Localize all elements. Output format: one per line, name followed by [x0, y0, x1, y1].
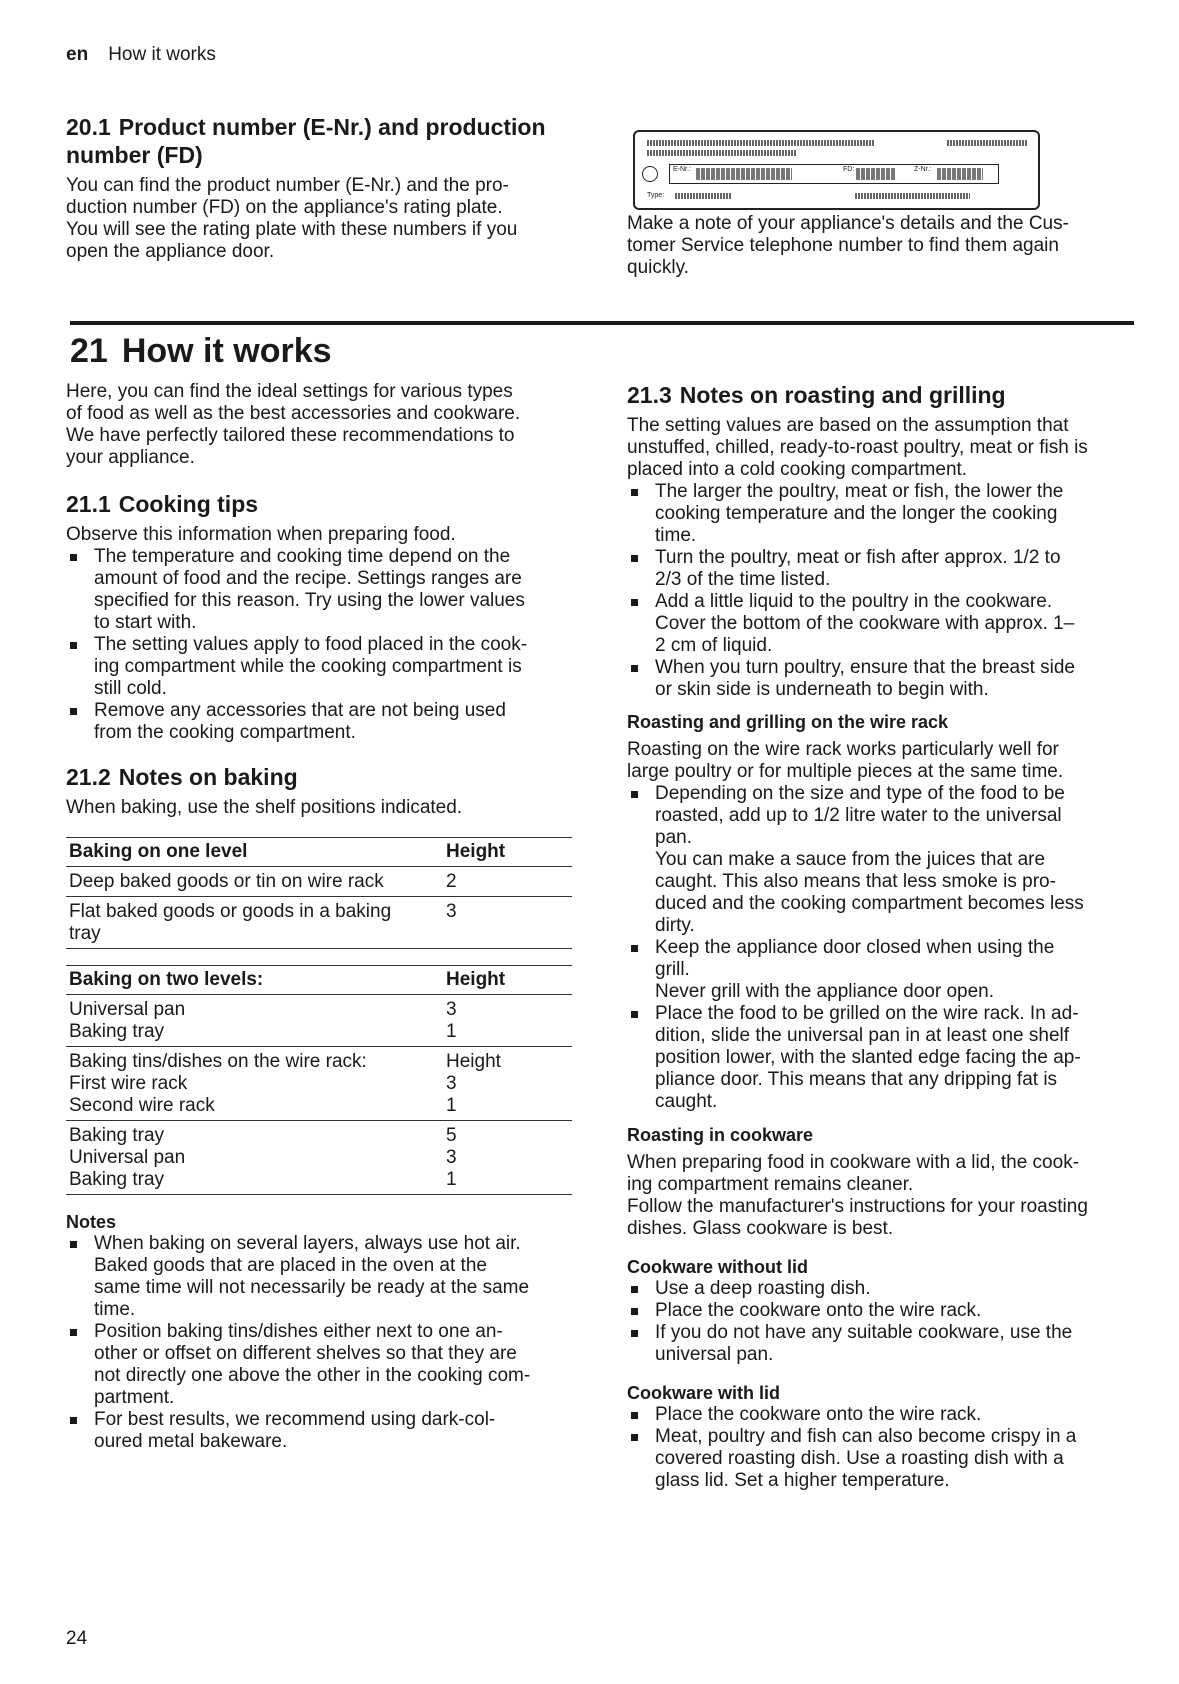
- plate-enr-label: E-Nr.:: [673, 166, 691, 173]
- table-row: [66, 1047, 572, 1121]
- table-cell: Deep baked goods or tin on wire rack: [66, 867, 443, 897]
- table-cell: Flat baked goods or goods in a baking tray: [66, 897, 443, 949]
- without-lid-list: [627, 1278, 1137, 1366]
- plate-type-label: Type:: [647, 192, 665, 199]
- section-name: How it works: [108, 44, 216, 65]
- section-21-3-intro: The setting values are based on the assumption that unstuffed, chilled, ready-to-roast poultry, meat or fish is placed into a cold cooking compartment.: [627, 415, 1088, 480]
- section-20-1-title: 20.1 Product number (E-Nr.) and production number (FD): [66, 114, 546, 168]
- list-item: Add a little liquid to the poultry in the cookware. Cover the bottom of the cookware with approx. 1– 2 cm of liquid.: [627, 591, 1137, 657]
- column-header: Height: [443, 966, 572, 995]
- with-lid-list: [627, 1404, 1137, 1492]
- list-item: Depending on the size and type of the food to be roasted, add up to 1/2 litre water to the universal pan. You can make a sauce from the juices that are caught. This also means that less smoke is pro- duced and the cooking compartment becomes less dirty.: [627, 783, 1137, 937]
- chapter-intro: Here, you can find the ideal settings for various types of food as well as the best accessories and cookware. We have perfectly tailored these recommendations to your appliance.: [66, 381, 521, 468]
- plate-znr-label: Z-Nr.:: [914, 166, 932, 173]
- chapter-divider: [70, 321, 1134, 325]
- section-21-3-title: 21.3 Notes on roasting and grilling: [627, 382, 1006, 408]
- cookware-label: Roasting in cookware: [627, 1125, 814, 1145]
- table-cell: 3: [443, 897, 572, 949]
- section-21-2-title: 21.2 Notes on baking: [66, 764, 298, 790]
- list-item: Place the cookware onto the wire rack.: [627, 1300, 1137, 1322]
- baking-notes-list: [66, 1233, 572, 1453]
- rating-plate-note: Make a note of your appliance's details and the Cus- tomer Service telephone number to find them again quickly.: [627, 213, 1069, 278]
- baking-two-levels-table: [66, 965, 572, 1195]
- table-cell: Height 3 1: [443, 1047, 572, 1121]
- section-20-1-text: You can find the product number (E-Nr.) and the pro- duction number (FD) on the appliance's rating plate. You will see the rating plate with these numbers if you open the appliance door.: [66, 175, 518, 262]
- column-header: Baking on two levels:: [66, 966, 443, 995]
- section-21-1-title: 21.1 Cooking tips: [66, 491, 259, 517]
- page-header: [66, 44, 216, 66]
- roasting-notes-list: [627, 481, 1137, 701]
- column-header: Height: [443, 838, 572, 867]
- section-21-2-intro: When baking, use the shelf positions indicated.: [66, 797, 463, 818]
- list-item: Turn the poultry, meat or fish after approx. 1/2 to 2/3 of the time listed.: [627, 547, 1137, 591]
- list-item: Position baking tins/dishes either next to one an- other or offset on different shelves so that they are not directly one above the other in the cooking com- partment.: [66, 1321, 572, 1409]
- list-item: If you do not have any suitable cookware, use the universal pan.: [627, 1322, 1137, 1366]
- list-item: When you turn poultry, ensure that the breast side or skin side is underneath to begin with.: [627, 657, 1137, 701]
- list-item: Place the cookware onto the wire rack.: [627, 1404, 1137, 1426]
- chapter-title: 21 How it works: [70, 332, 332, 370]
- section-20-1: [66, 113, 586, 263]
- table-row: [66, 995, 572, 1047]
- table-row: [66, 867, 572, 897]
- notes-label: Notes: [66, 1212, 117, 1232]
- table-cell: 5 3 1: [443, 1121, 572, 1195]
- left-column: [66, 381, 572, 1453]
- certification-logo-icon: [642, 166, 658, 182]
- list-item: Place the food to be grilled on the wire rack. In ad- dition, slide the universal pan in at least one shelf position lower, with the slanted edge facing the ap- pliance door. This means that any dripping fat is caught.: [627, 1003, 1137, 1113]
- table-row: [66, 897, 572, 949]
- table-header-row: [66, 838, 572, 867]
- cooking-tips-list: [66, 546, 572, 744]
- list-item: Keep the appliance door closed when using the grill. Never grill with the appliance door open.: [627, 937, 1137, 1003]
- table-cell: Universal pan Baking tray: [66, 995, 443, 1047]
- language-code: en: [66, 44, 89, 65]
- list-item: The temperature and cooking time depend on the amount of food and the recipe. Settings ranges are specified for this reason. Try using the lower values to start with.: [66, 546, 572, 634]
- right-column: [627, 381, 1137, 1492]
- list-item: Meat, poultry and fish can also become crispy in a covered roasting dish. Use a roasting dish with a glass lid. Set a higher temperature.: [627, 1426, 1137, 1492]
- list-item: When baking on several layers, always use hot air. Baked goods that are placed in the oven at the same time will not necessarily be ready at the same time.: [66, 1233, 572, 1321]
- without-lid-label: Cookware without lid: [627, 1257, 809, 1277]
- section-21-1-intro: Observe this information when preparing food.: [66, 524, 456, 545]
- list-item: Use a deep roasting dish.: [627, 1278, 1137, 1300]
- list-item: The setting values apply to food placed in the cook- ing compartment while the cooking compartment is still cold.: [66, 634, 572, 700]
- cookware-text: When preparing food in cookware with a lid, the cook- ing compartment remains cleaner. Follow the manufacturer's instructions for your roasting dishes. Glass cookware is best.: [627, 1152, 1088, 1239]
- table-cell: 3 1: [443, 995, 572, 1047]
- plate-fd-label: FD:: [843, 166, 855, 173]
- table-header-row: [66, 966, 572, 995]
- column-header: Baking on one level: [66, 838, 443, 867]
- baking-one-level-table: [66, 837, 572, 949]
- wire-rack-list: [627, 783, 1137, 1113]
- list-item: For best results, we recommend using dark-col- oured metal bakeware.: [66, 1409, 572, 1453]
- wire-rack-label: Roasting and grilling on the wire rack: [627, 712, 949, 732]
- list-item: Remove any accessories that are not being used from the cooking compartment.: [66, 700, 572, 744]
- table-cell: 2: [443, 867, 572, 897]
- with-lid-label: Cookware with lid: [627, 1383, 781, 1403]
- page-number: 24: [66, 1628, 88, 1649]
- rating-plate-illustration: [633, 130, 1040, 210]
- list-item: The larger the poultry, meat or fish, the lower the cooking temperature and the longer the cooking time.: [627, 481, 1137, 547]
- table-row: [66, 1121, 572, 1195]
- wire-rack-intro: Roasting on the wire rack works particularly well for large poultry or for multiple pieces at the same time.: [627, 739, 1064, 782]
- table-cell: Baking tins/dishes on the wire rack: First wire rack Second wire rack: [66, 1047, 443, 1121]
- table-cell: Baking tray Universal pan Baking tray: [66, 1121, 443, 1195]
